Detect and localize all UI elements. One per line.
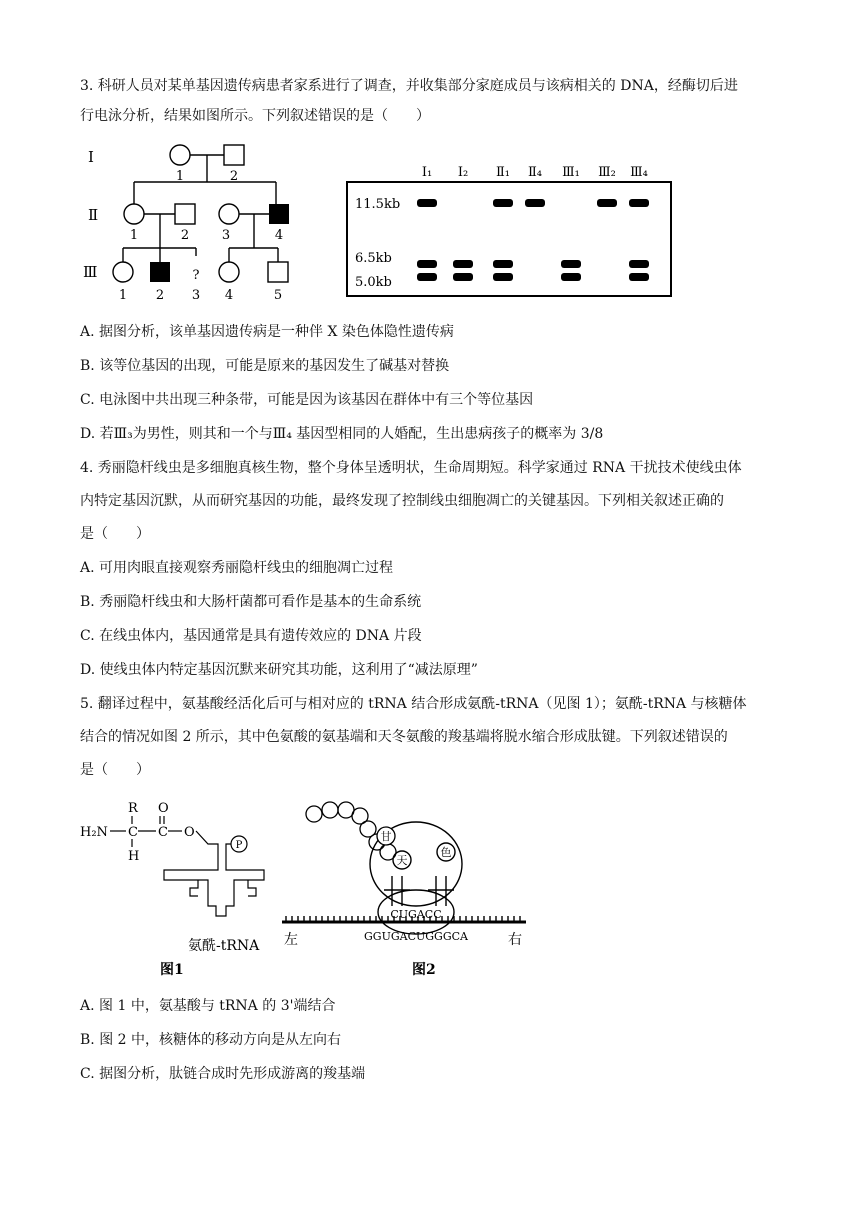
gel-lane-label: Ⅰ₂ [457, 165, 469, 180]
gel-lane-label: Ⅲ₁ [562, 165, 580, 180]
q3-option-c: C. 电泳图中共出现三种条带，可能是因为该基因在群体中有三个等位基因 [80, 392, 534, 408]
fig1-H: H [128, 849, 140, 864]
fig2-left: 左 [284, 932, 298, 948]
gel-lane-label: Ⅱ₁ [495, 165, 511, 180]
q4-option-c: C. 在线虫体内，基因通常是具有遗传效应的 DNA 片段 [80, 628, 422, 644]
pedigree-II3-female [219, 204, 239, 224]
gel-lane-label: Ⅲ₄ [630, 165, 648, 180]
pedigree-III2-affected-male [150, 262, 170, 282]
gen-label-I: Ⅰ [88, 148, 94, 166]
gen-label-III: Ⅲ [83, 263, 98, 281]
q5-stem-line2: 结合的情况如图 2 所示，其中色氨酸的氨基端和天冬氨酸的羧基端将脱水缩合形成肽键。下列叙述错误的 [80, 729, 728, 745]
fig2-amino2: 天 [396, 854, 408, 867]
q4-stem-line3: 是（ ） [80, 526, 150, 542]
fig1-caption: 图1 [160, 962, 184, 978]
fig2-caption: 图2 [412, 962, 436, 978]
gel-band [453, 260, 473, 268]
pedigree-chart [80, 138, 320, 306]
gel-band [493, 273, 513, 281]
q4-stem-line1: 4. 秀丽隐杆线虫是多细胞真核生物，整个身体呈透明状，生命周期短。科学家通过 RNA 干扰技术使线虫体 [80, 460, 742, 476]
num-I2: 2 [229, 169, 239, 184]
gel-lane-label: Ⅲ₂ [598, 165, 616, 180]
q4-option-a: A. 可用肉眼直接观察秀丽隐杆线虫的细胞凋亡过程 [80, 560, 394, 576]
gel-band [525, 199, 545, 207]
q5-option-a: A. 图 1 中，氨基酸与 tRNA 的 3'端结合 [80, 998, 336, 1014]
q3-stem-line1: 3. 科研人员对某单基因遗传病患者家系进行了调查，并收集部分家庭成员与该病相关的 DNA，经酶切后进 [80, 78, 738, 94]
gel-band [561, 260, 581, 268]
figure-2-ribosome [280, 796, 530, 982]
gel-band [493, 199, 513, 207]
num-II4: 4 [274, 228, 284, 243]
gel-lane-label: Ⅱ₄ [527, 165, 543, 180]
fig2-right: 右 [508, 932, 522, 948]
num-III1: 1 [118, 288, 128, 303]
gel-band [629, 273, 649, 281]
gel-band [629, 199, 649, 207]
fig1-O-top: O [158, 801, 169, 816]
num-III2: 2 [155, 288, 165, 303]
num-II3: 3 [221, 228, 231, 243]
fig1-R: R [128, 801, 138, 816]
q3-option-a: A. 据图分析，该单基因遗传病是一种伴 X 染色体隐性遗传病 [80, 324, 454, 340]
figure-1-aminoacyl-trna [78, 796, 278, 982]
gel-band [417, 273, 437, 281]
pedigree-III1-female [113, 262, 133, 282]
gel-band [597, 199, 617, 207]
gel-electrophoresis [345, 160, 675, 298]
gel-band [417, 260, 437, 268]
fig1-label: 氨酰-tRNA [188, 938, 260, 954]
fig1-H2N: H₂N [80, 825, 108, 840]
q4-option-d: D. 使线虫体内特定基因沉默来研究其功能，这利用了“减法原理” [80, 662, 478, 678]
fig1-C2: C [158, 825, 168, 840]
fig2-amino1: 甘 [380, 830, 392, 843]
fig2-mrna: GGUGACUGGGCA [364, 930, 468, 943]
q3-stem-line2: 行电泳分析，结果如图所示。下列叙述错误的是（ ） [80, 108, 430, 124]
fig1-O-link: O [184, 825, 195, 840]
fig2-anticodon: CUGACC [390, 908, 442, 921]
gen-label-II: Ⅱ [88, 206, 99, 224]
pedigree-III5-male [268, 262, 288, 282]
gel-size-label: 11.5kb [355, 197, 401, 212]
num-I1: 1 [175, 169, 185, 184]
q3-option-d: D. 若Ⅲ₃为男性，则其和一个与Ⅲ₄ 基因型相同的人婚配，生出患病孩子的概率为 3/8 [80, 426, 604, 442]
num-III5: 5 [273, 288, 283, 303]
q3-option-b: B. 该等位基因的出现，可能是原来的基因发生了碱基对替换 [80, 358, 450, 374]
pedigree-I2-male [224, 145, 244, 165]
q4-option-b: B. 秀丽隐杆线虫和大肠杆菌都可看作是基本的生命系统 [80, 594, 422, 610]
pedigree-III4-female [219, 262, 239, 282]
q5-option-b: B. 图 2 中，核糖体的移动方向是从左向右 [80, 1032, 341, 1048]
q4-stem-line2: 内特定基因沉默，从而研究基因的功能，最终发现了控制线虫细胞凋亡的关键基因。下列相关叙述正确的 [80, 493, 724, 509]
fig1-P: P [235, 840, 243, 851]
gel-band [629, 260, 649, 268]
pedigree-II2-male [175, 204, 195, 224]
num-II2: 2 [180, 228, 190, 243]
q5-option-c: C. 据图分析，肽链合成时先形成游离的羧基端 [80, 1066, 366, 1082]
pedigree-II4-affected-male [269, 204, 289, 224]
fig1-C1: C [128, 825, 138, 840]
pedigree-II1-female [124, 204, 144, 224]
gel-band [561, 273, 581, 281]
fig2-amino3: 色 [440, 846, 452, 859]
q5-stem-line1: 5. 翻译过程中，氨基酸经活化后可与相对应的 tRNA 结合形成氨酰-tRNA（见图 1）；氨酰-tRNA 与核糖体 [80, 696, 747, 712]
num-II1: 1 [129, 228, 139, 243]
gel-band [493, 260, 513, 268]
unknown-mark: ? [192, 268, 200, 283]
gel-size-label: 5.0kb [355, 275, 392, 290]
gel-band [417, 199, 437, 207]
gel-band [453, 273, 473, 281]
num-III4: 4 [224, 288, 234, 303]
num-III3: 3 [191, 288, 201, 303]
gel-lane-label: Ⅰ₁ [421, 165, 433, 180]
pedigree-I1-female [170, 145, 190, 165]
q5-stem-line3: 是（ ） [80, 762, 150, 778]
gel-size-label: 6.5kb [355, 251, 392, 266]
